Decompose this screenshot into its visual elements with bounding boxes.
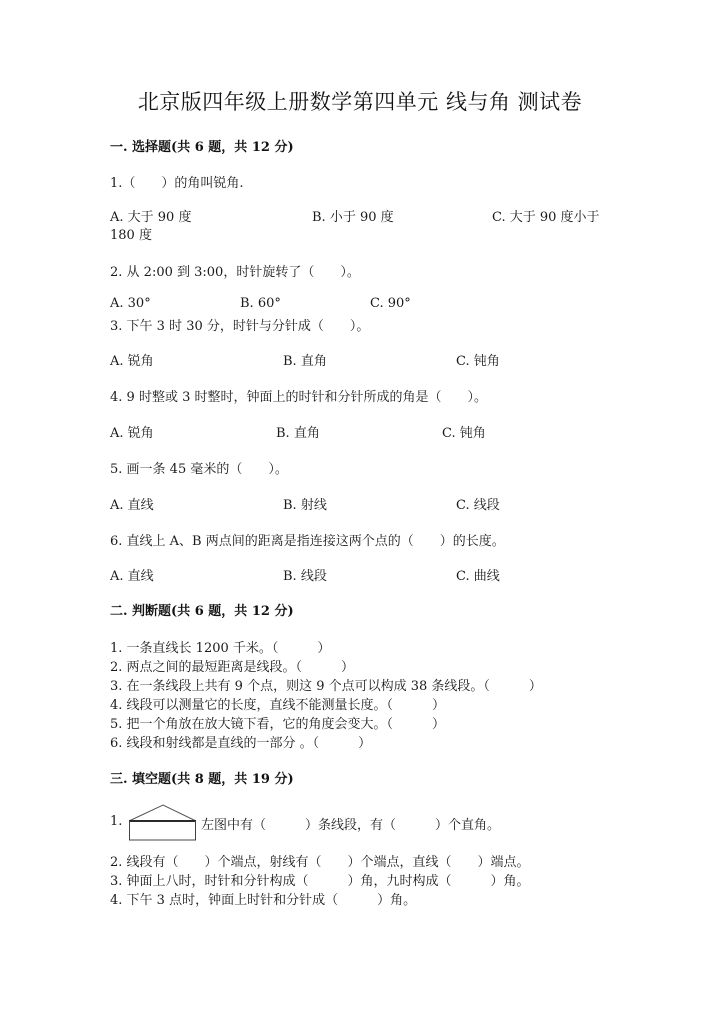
section-heading-choice: 一. 选择题(共 6 题，共 12 分) — [110, 140, 294, 155]
question-stem: 左图中有（ ）条线段，有（ ）个直角。 — [201, 818, 501, 833]
question-stem: 5. 把一个角放在放大镜下看，它的角度会变大。（ ） — [110, 717, 446, 732]
section-heading-fill-blank: 三. 填空题(共 8 题，共 19 分) — [110, 772, 294, 787]
question-stem: 6. 直线上 A、B 两点间的距离是指连接这两个点的（ ）的长度。 — [110, 534, 505, 549]
option-b: B. 线段 — [283, 569, 327, 584]
option-c: C. 曲线 — [456, 569, 500, 584]
question-stem: 4. 9 时整或 3 时整时，钟面上的时针和分针所成的角是（ ）。 — [110, 390, 487, 405]
option-b: B. 小于 90 度 — [312, 210, 394, 225]
option-b: B. 直角 — [283, 354, 327, 369]
option-a: A. 大于 90 度 — [110, 210, 192, 225]
question-stem: 2. 从 2:00 到 3:00，时针旋转了（ ）。 — [110, 265, 360, 280]
question-stem: 3. 下午 3 时 30 分，时针与分针成（ ）。 — [110, 319, 370, 334]
option-b: B. 直角 — [276, 426, 320, 441]
house-shape-icon — [128, 804, 198, 842]
option-c: C. 钝角 — [456, 354, 500, 369]
option-c: C. 线段 — [456, 498, 500, 513]
question-stem: 2. 两点之间的最短距离是线段。（ ） — [110, 660, 355, 675]
question-stem: 3. 钟面上八时，时针和分针构成（ ）角，九时构成（ ）角。 — [110, 874, 530, 889]
question-stem: 4. 线段可以测量它的长度，直线不能测量长度。（ ） — [110, 698, 446, 713]
option-a: A. 直线 — [110, 498, 154, 513]
section-heading-judgement: 二. 判断题(共 6 题，共 12 分) — [110, 604, 294, 619]
option-c: C. 大于 90 度小于 — [492, 210, 600, 225]
page-title: 北京版四年级上册数学第四单元 线与角 测试卷 — [137, 90, 583, 114]
option-c: C. 90° — [370, 296, 411, 311]
question-stem: 3. 在一条线段上共有 9 个点，则这 9 个点可以构成 38 条线段。（ ） — [110, 679, 542, 694]
option-b: B. 射线 — [283, 498, 327, 513]
option-b: B. 60° — [240, 296, 281, 311]
question-stem: 6. 线段和射线都是直线的一部分 。（ ） — [110, 736, 372, 751]
option-a: A. 30° — [110, 296, 151, 311]
option-c: C. 钝角 — [442, 426, 486, 441]
question-stem: 5. 画一条 45 毫米的（ ）。 — [110, 462, 288, 477]
question-stem: 2. 线段有（ ）个端点，射线有（ ）个端点，直线（ ）端点。 — [110, 855, 530, 870]
option-a: A. 直线 — [110, 569, 154, 584]
option-a: A. 锐角 — [110, 426, 154, 441]
question-number: 1. — [110, 814, 123, 829]
option-c-wrap: 180 度 — [110, 228, 152, 243]
question-stem: 4. 下午 3 点时，钟面上时针和分针成（ ）角。 — [110, 893, 417, 908]
question-stem: 1.（ ）的角叫锐角. — [110, 176, 244, 191]
option-a: A. 锐角 — [110, 354, 154, 369]
question-stem: 1. 一条直线长 1200 千米。（ ） — [110, 641, 331, 656]
